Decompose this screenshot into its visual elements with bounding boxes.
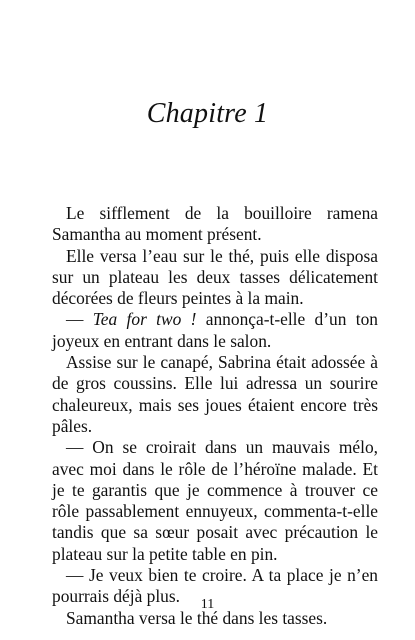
page-number: 11 bbox=[200, 597, 215, 612]
dialogue-dash: — bbox=[66, 309, 93, 330]
paragraph bbox=[52, 309, 378, 352]
body-text bbox=[52, 203, 378, 629]
italic-phrase: Tea for two ! bbox=[92, 309, 197, 330]
chapter-title: Chapitre 1 bbox=[146, 98, 269, 129]
paragraph: Assise sur le canapé, Sabrina était adossée à de gros coussins. Elle lui adressa un sourire chaleureux, mais ses joues étaient encore très pâles. bbox=[52, 352, 378, 436]
paragraph: Samantha versa le thé dans les tasses. bbox=[66, 607, 328, 628]
paragraph: Elle versa l’eau sur le thé, puis elle disposa sur un plateau les deux tasses délicatement décorées de fleurs peintes à la main. bbox=[52, 245, 378, 309]
paragraph: Le sifflement de la bouilloire ramena Samantha au moment présent. bbox=[52, 203, 378, 245]
paragraph: — Je veux bien te croire. A ta place je n’en pourrais déjà plus. bbox=[52, 565, 378, 607]
paragraph: — On se croirait dans un mauvais mélo, avec moi dans le rôle de l’héroïne malade. Et je te garantis que je commence à trouver ce rôle passablement ennuyeux, commenta-t-elle tandis que sa sœur posait avec précaution le plateau sur la petite table en pin. bbox=[52, 437, 378, 564]
paragraph-rest: annonça-t-elle d’un ton joyeux en entrant dans le salon. bbox=[52, 309, 378, 351]
